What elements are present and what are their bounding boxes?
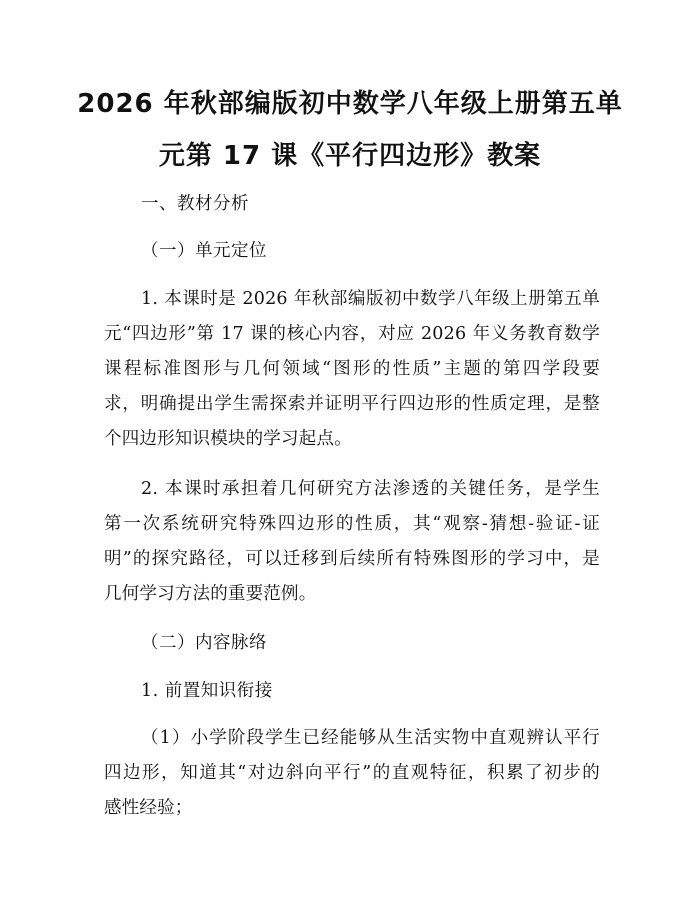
paragraph-1-line: 元“四边形”第 17 课的核心内容，对应 2026 年义务教育数学 [104, 324, 600, 344]
paragraph-1-line: 个四边形知识模块的学习起点。 [104, 429, 352, 449]
document-title-line-2: 元第 17 课《平行四边形》教案 [158, 141, 542, 171]
paragraph-3-line: 感性经验； [104, 798, 193, 818]
section-heading-textbook-analysis: 一、教材分析 [141, 194, 249, 214]
subsection-heading-unit-position: （一）单元定位 [141, 241, 267, 261]
paragraph-1-line: 1. 本课时是 2026 年秋部编版初中数学八年级上册第五单 [141, 289, 600, 309]
paragraph-2-line: 几何学习方法的重要范例。 [104, 584, 317, 604]
paragraph-2-line: 2. 本课时承担着几何研究方法渗透的关键任务，是学生 [141, 479, 600, 499]
paragraph-3-line: 四边形，知道其“对边斜向平行”的直观特征，积累了初步的 [104, 763, 600, 783]
paragraph-1-line: 求，明确提出学生需探索并证明平行四边形的性质定理，是整 [104, 394, 600, 414]
document-title-line-1: 2026 年秋部编版初中数学八年级上册第五单 [77, 89, 623, 119]
paragraph-1-line: 课程标准图形与几何领域“图形的性质”主题的第四学段要 [104, 359, 600, 379]
paragraph-3-line: （1）小学阶段学生已经能够从生活实物中直观辨认平行 [141, 728, 600, 748]
paragraph-2-line: 明”的探究路径，可以迁移到后续所有特殊图形的学习中，是 [104, 549, 600, 569]
subsection-heading-content-context: （二）内容脉络 [141, 633, 267, 653]
paragraph-2-line: 第一次系统研究特殊四边形的性质，其“观察-猜想-验证-证 [104, 514, 600, 534]
item-heading-prior-knowledge: 1. 前置知识衔接 [141, 681, 273, 701]
